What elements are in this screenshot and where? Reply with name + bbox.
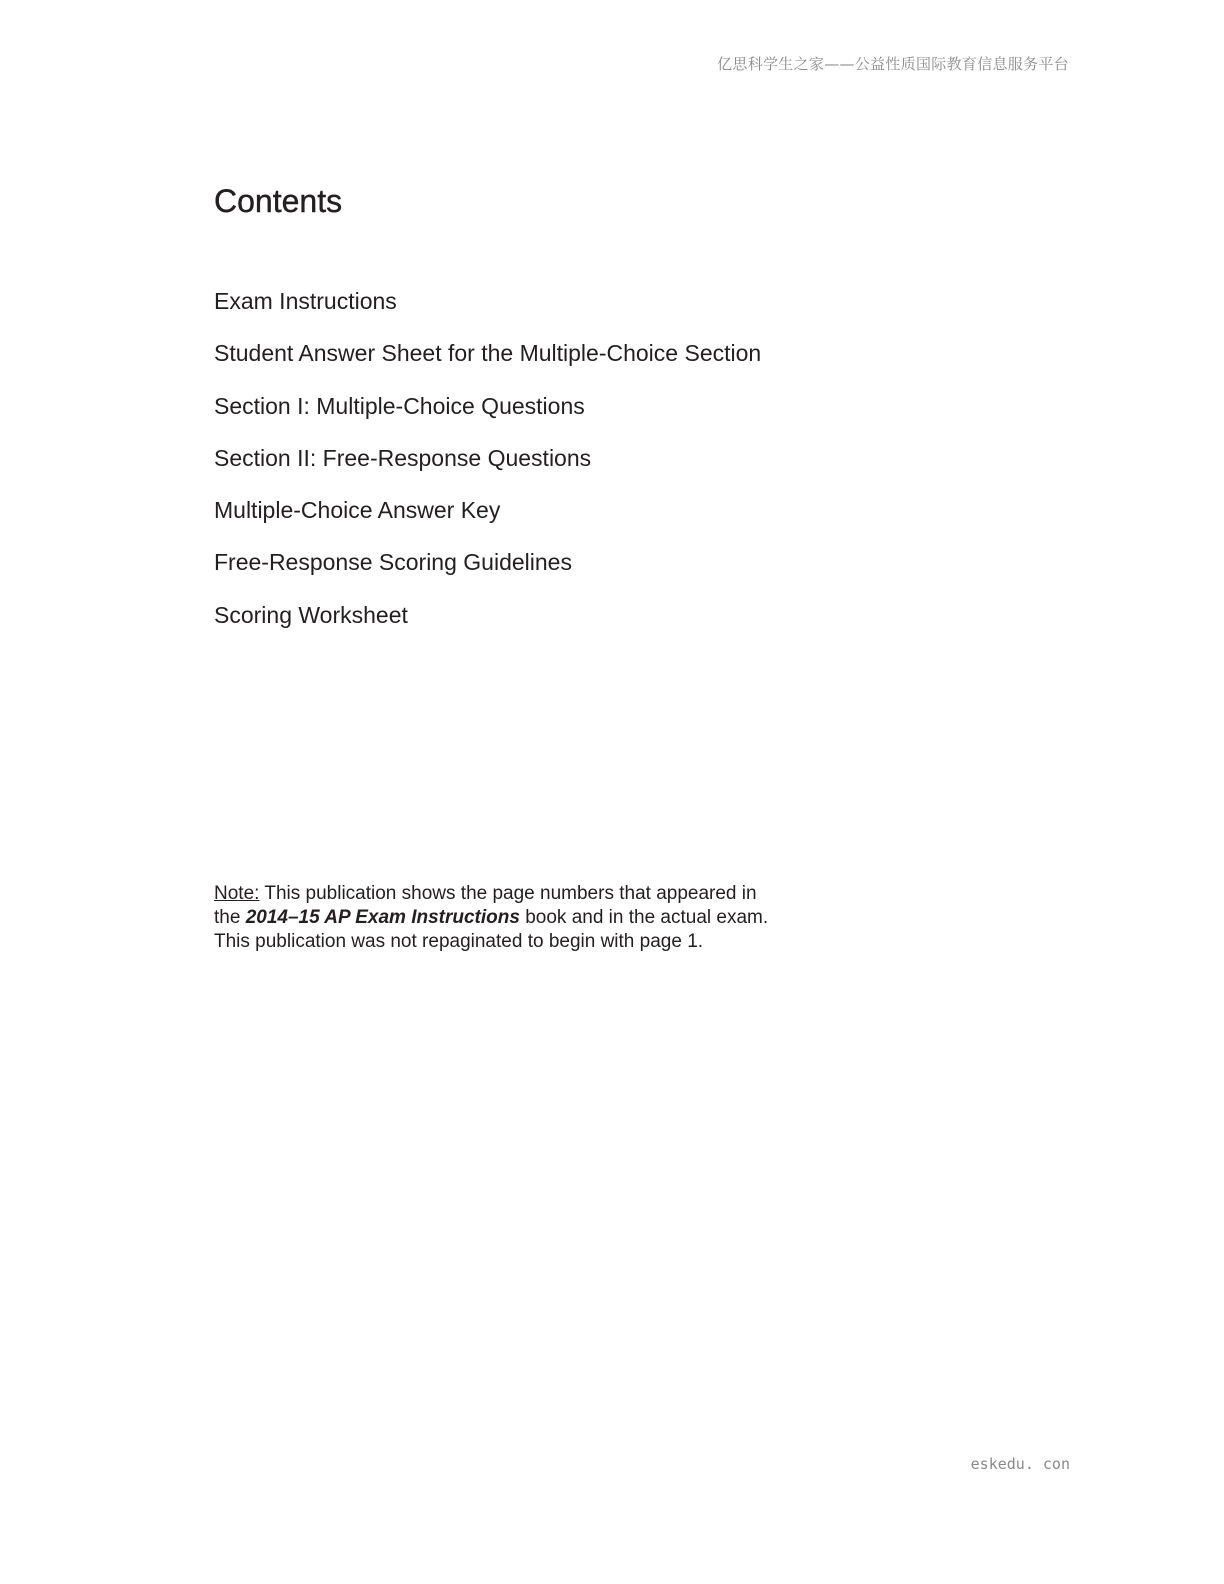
note-line-1 xyxy=(214,882,854,906)
note-line-3: This publication was not repaginated to begin with page 1. xyxy=(214,931,704,952)
note-line-2 xyxy=(214,906,854,930)
note-line-2-prefix: the xyxy=(214,907,246,928)
note-line-1-text: This publication shows the page numbers that appeared in xyxy=(259,883,757,904)
note-line-2-suffix: book and in the actual exam. xyxy=(519,907,769,928)
note-label: Note: xyxy=(214,883,260,904)
toc-item-multiple-choice-answer-key[interactable]: Multiple-Choice Answer Key xyxy=(214,497,501,524)
toc-item-exam-instructions[interactable]: Exam Instructions xyxy=(214,288,397,314)
toc-item-scoring-worksheet[interactable]: Scoring Worksheet xyxy=(214,601,408,628)
publication-note xyxy=(214,882,854,954)
header-watermark: 亿思科学生之家——公益性质国际教育信息服务平台 xyxy=(717,55,1069,73)
table-of-contents xyxy=(214,287,761,653)
toc-item-free-response-scoring-guidelines[interactable]: Free-Response Scoring Guidelines xyxy=(214,549,572,576)
toc-item-student-answer-sheet[interactable]: Student Answer Sheet for the Multiple-Choice Section xyxy=(214,340,762,367)
footer-watermark: eskedu. con xyxy=(970,1455,1070,1473)
toc-item-section-1-multiple-choice[interactable]: Section I: Multiple-Choice Questions xyxy=(214,392,585,419)
toc-item-section-2-free-response[interactable]: Section II: Free-Response Questions xyxy=(214,444,592,471)
page-title: Contents xyxy=(214,183,343,219)
note-book-title: 2014–15 AP Exam Instructions xyxy=(245,907,520,928)
